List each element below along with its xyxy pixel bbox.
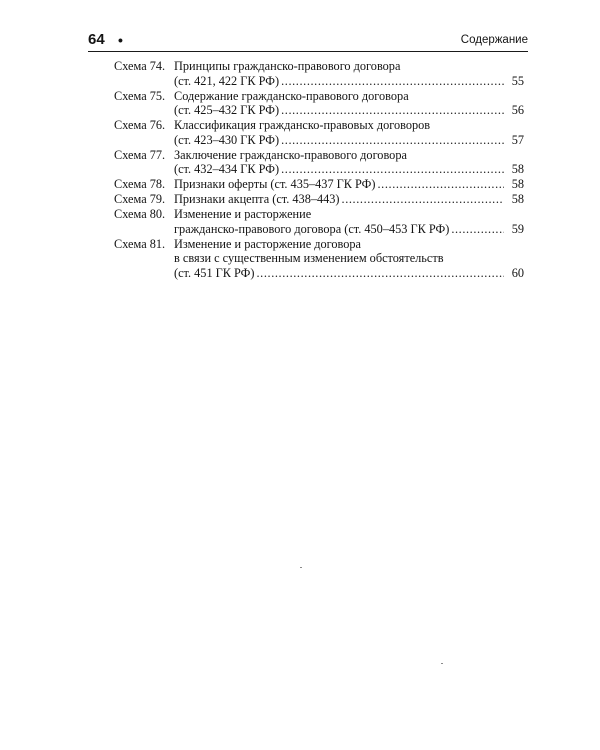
toc-entry [114, 177, 524, 192]
toc-entry-final-line [174, 222, 524, 237]
toc-entry-label: Схема 79. [114, 192, 166, 207]
toc-entry-body [174, 207, 524, 236]
toc-entry-title-line: Классификация гражданско-правовых договоров [174, 118, 431, 133]
toc-entry-body [174, 89, 524, 118]
dot-leader [257, 266, 505, 281]
toc-entry [114, 89, 524, 118]
dot-leader [378, 177, 505, 192]
toc-entry-final-line [174, 103, 524, 118]
toc-entry-body [174, 118, 524, 147]
dot-leader [281, 162, 504, 177]
scan-speck [300, 567, 302, 568]
toc-entry-reference: (ст. 423–430 ГК РФ) [174, 132, 280, 147]
dot-leader [281, 133, 504, 148]
toc-entry-reference: (ст. 421, 422 ГК РФ) [174, 73, 280, 88]
toc-entry-page-number: 57 [511, 132, 524, 147]
dot-leader [342, 192, 504, 207]
toc-entry-reference: гражданско-правового договора (ст. 450–453 ГК РФ) [174, 221, 450, 236]
toc-entry [114, 207, 524, 236]
scan-speck [441, 663, 443, 664]
toc-entry-body [174, 59, 524, 88]
toc-entry [114, 148, 524, 177]
toc-entry-final-line [174, 162, 524, 177]
dot-leader [451, 222, 504, 237]
toc-entry-page-number: 58 [511, 177, 524, 192]
toc-entry-label: Схема 80. [114, 207, 166, 222]
toc-entry-page-number: 56 [511, 103, 524, 118]
toc-entry-final-line [174, 74, 524, 89]
toc-entry-label: Схема 74. [114, 59, 166, 73]
toc-entry [114, 192, 524, 207]
table-of-contents [114, 59, 524, 281]
toc-entry-reference: (ст. 425–432 ГК РФ) [174, 103, 280, 118]
toc-entry-reference: (ст. 451 ГК РФ) [174, 266, 255, 281]
header-divider [88, 51, 528, 52]
toc-entry-final-line [174, 133, 524, 148]
toc-entry-reference: (ст. 432–434 ГК РФ) [174, 162, 280, 177]
toc-entry-label: Схема 81. [114, 236, 166, 251]
toc-entry-page-number: 59 [511, 221, 524, 236]
page-header [88, 30, 528, 50]
dot-leader [281, 74, 504, 89]
toc-entry-label: Схема 76. [114, 118, 166, 133]
toc-entry-title-line: Изменение и расторжение [174, 207, 312, 222]
toc-entry-title-line: Изменение и расторжение договора [174, 236, 362, 251]
toc-entry-body [174, 192, 524, 207]
toc-entry-label: Схема 75. [114, 88, 166, 103]
toc-entry-title-line: в связи с существенным изменением обстоятельств [174, 251, 444, 266]
toc-entry-reference: Признаки оферты (ст. 435–437 ГК РФ) [174, 177, 376, 192]
toc-entry-body [174, 177, 524, 192]
toc-entry-page-number: 58 [511, 162, 524, 177]
toc-entry-title-line: Заключение гражданско-правового договора [174, 147, 407, 162]
toc-entry-page-number: 58 [511, 192, 524, 207]
toc-entry [114, 237, 524, 281]
toc-entry-page-number: 55 [511, 73, 524, 88]
toc-entry-title-line: Содержание гражданско-правового договора [174, 88, 409, 103]
toc-entry-final-line [174, 192, 524, 207]
page-number: 64 [88, 31, 105, 48]
toc-entry-label: Схема 77. [114, 147, 166, 162]
toc-entry-reference: Признаки акцепта (ст. 438–443) [174, 192, 340, 207]
toc-entry-page-number: 60 [511, 266, 524, 281]
toc-entry-body [174, 148, 524, 177]
header-bullet: • [118, 32, 123, 48]
toc-entry [114, 59, 524, 88]
section-title: Содержание [460, 34, 528, 46]
toc-entry-final-line [174, 266, 524, 281]
toc-entry-final-line [174, 177, 524, 192]
toc-entry-title-line: Принципы гражданско-правового договора [174, 59, 401, 73]
toc-entry [114, 118, 524, 147]
dot-leader [281, 103, 504, 118]
toc-entry-body [174, 237, 524, 281]
toc-entry-label: Схема 78. [114, 177, 166, 192]
